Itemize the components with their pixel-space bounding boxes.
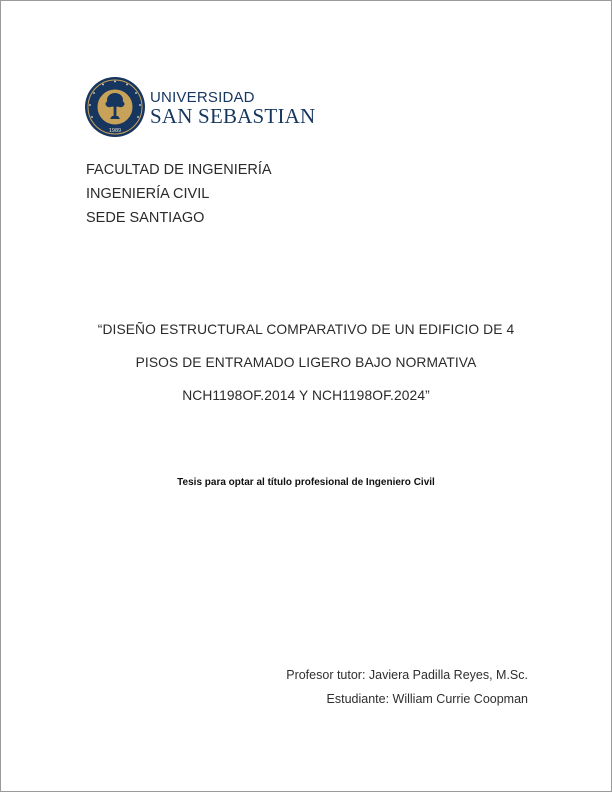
seal-year: 1989 xyxy=(108,128,122,134)
university-logo xyxy=(84,76,315,138)
thesis-title-line-1: “DISEÑO ESTRUCTURAL COMPARATIVO DE UN EDIFICIO DE 4 xyxy=(97,322,515,337)
university-seal-icon xyxy=(84,76,146,138)
tutor-credit: Profesor tutor: Javiera Padilla Reyes, M.Sc. xyxy=(286,668,528,682)
university-wordmark xyxy=(150,88,315,127)
faculty-name: FACULTAD DE INGENIERÍA xyxy=(86,162,272,178)
thesis-title-line-3: NCH1198OF.2014 Y NCH1198OF.2024” xyxy=(182,388,430,403)
wordmark-line-2: SAN SEBASTIAN xyxy=(150,103,316,128)
faculty-block xyxy=(86,158,272,230)
thesis-title-line-2: PISOS DE ENTRAMADO LIGERO BAJO NORMATIVA xyxy=(135,355,477,370)
program-name: INGENIERÍA CIVIL xyxy=(86,186,210,202)
student-credit: Estudiante: William Currie Coopman xyxy=(326,692,528,706)
thesis-title xyxy=(40,313,572,412)
campus-name: SEDE SANTIAGO xyxy=(86,210,205,226)
wordmark-line-1: UNIVERSIDAD xyxy=(150,88,255,106)
credits-block xyxy=(286,663,528,711)
thesis-purpose: Tesis para optar al título profesional de Ingeniero Civil xyxy=(177,477,435,488)
